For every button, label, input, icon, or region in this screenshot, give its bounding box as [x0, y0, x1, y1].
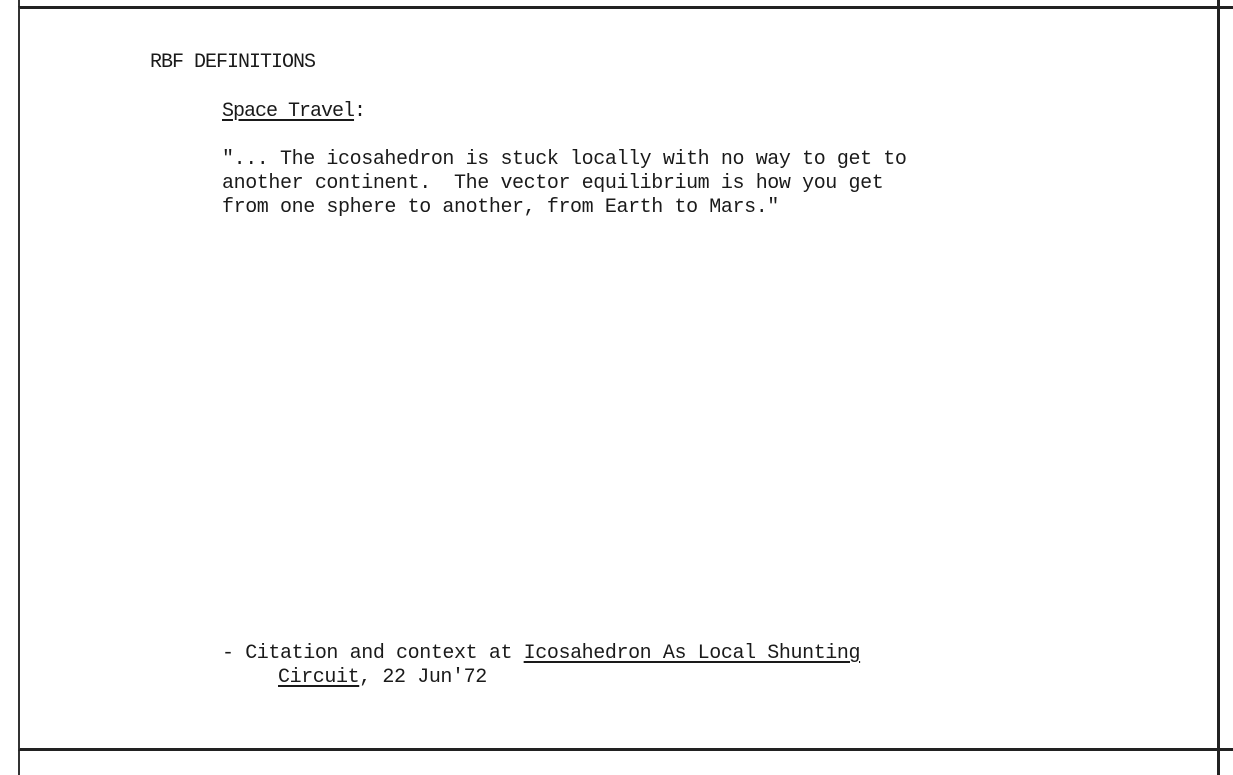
term-heading	[222, 100, 365, 124]
citation-source-title-continued: Circuit	[278, 666, 360, 689]
definition-card	[18, 6, 1220, 751]
citation-prefix: - Citation and context at	[222, 642, 524, 665]
quote-block	[222, 148, 907, 220]
citation-source-title: Icosahedron As Local Shunting	[523, 642, 861, 665]
card-edge-top-right	[1220, 6, 1233, 9]
term-suffix: :	[354, 100, 366, 123]
citation-line-continued	[278, 666, 487, 690]
card-edge-bottom-right	[1220, 748, 1233, 751]
card-edge-left-bottom	[18, 751, 20, 775]
quote-line: "... The icosahedron is stuck locally with no way to get to	[222, 148, 907, 171]
card-edge-right-bottom	[1217, 751, 1220, 775]
document-header: RBF DEFINITIONS	[150, 51, 316, 74]
quote-line: from one sphere to another, from Earth to Mars."	[222, 196, 779, 219]
quote-line: another continent. The vector equilibrium is how you get	[222, 172, 884, 195]
term-title: Space Travel	[222, 100, 355, 123]
citation-date: , 22 Jun'72	[359, 666, 487, 689]
citation-line	[222, 642, 860, 666]
